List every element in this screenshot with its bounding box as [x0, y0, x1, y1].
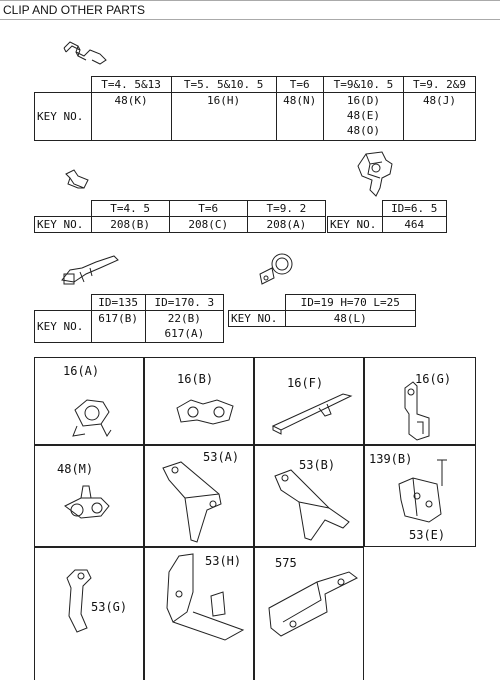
t2-value: 208(C): [169, 217, 247, 233]
bracket-53a-drawing: [157, 458, 243, 544]
part-label: 575: [275, 556, 297, 570]
t3-value: 464: [382, 217, 447, 233]
clip-illustration-2: [62, 166, 92, 194]
part-cell-48m: [34, 445, 144, 547]
t1-value: 48(K): [91, 93, 171, 141]
part-cell-16f: [254, 357, 364, 445]
part-label: 16(F): [287, 376, 324, 390]
part-cell-16g: [364, 357, 476, 445]
t2-header: T=4. 5: [91, 201, 169, 217]
t5-header: ID=19 H=70 L=25: [285, 295, 416, 311]
part-label: 48(M): [57, 462, 94, 476]
t4-value: 617(B): [91, 311, 145, 343]
t1-value: 16(H): [171, 93, 276, 141]
clip-16a-drawing: [67, 390, 117, 440]
bracket-53e-drawing: [393, 456, 457, 528]
part-label: 53(H): [205, 554, 242, 568]
table-clip-thickness: [34, 76, 476, 141]
part-label: 53(B): [299, 458, 336, 472]
table-208: [34, 200, 326, 233]
t2-key-label: KEY NO.: [35, 217, 92, 233]
t1-header: T=5. 5&10. 5: [171, 77, 276, 93]
t1-header: T=4. 5&13: [91, 77, 171, 93]
t2-value: 208(A): [247, 217, 325, 233]
table-464: [327, 200, 447, 233]
clip-16b-drawing: [173, 394, 243, 434]
part-cell-53g: [34, 547, 144, 680]
clip-16g-drawing: [399, 378, 439, 444]
t3-key-label: KEY NO.: [328, 217, 383, 233]
part-label: 16(G): [415, 372, 452, 386]
part-cell-16b: [144, 357, 254, 445]
part-label: 16(B): [177, 372, 214, 386]
page-header: [0, 0, 500, 20]
bracket-53h-drawing: [159, 552, 245, 648]
part-label: 53(A): [203, 450, 240, 464]
part-label: 53(E): [409, 528, 446, 542]
t4-header: ID=135: [91, 295, 145, 311]
t4-value: 22(B) 617(A): [145, 311, 223, 343]
clip-48m-drawing: [57, 482, 117, 532]
clip-illustration-1: [60, 36, 110, 68]
table-48l: [228, 294, 416, 327]
t1-key-label: KEY NO.: [35, 93, 92, 141]
t1-header: T=9&10. 5: [323, 77, 403, 93]
bracket-53b-drawing: [269, 466, 355, 544]
t2-value: 208(B): [91, 217, 169, 233]
part-cell-53b: [254, 445, 364, 547]
t5-value: 48(L): [285, 311, 416, 327]
part-label: 53(G): [91, 600, 128, 614]
part-cell-139b-53e: [364, 445, 476, 547]
table-617: [34, 294, 224, 343]
t1-value: 48(N): [276, 93, 323, 141]
part-cell-53h: [144, 547, 254, 680]
bracket-53g-drawing: [61, 566, 97, 636]
t2-header: T=9. 2: [247, 201, 325, 217]
t4-header: ID=170. 3: [145, 295, 223, 311]
t1-header: T=9. 2&9: [404, 77, 476, 93]
part-cell-575: [254, 547, 364, 680]
t4-key-label: KEY NO.: [35, 311, 92, 343]
clip-16f-drawing: [269, 386, 359, 434]
t1-header: T=6: [276, 77, 323, 93]
part-label: 139(B): [369, 452, 413, 466]
part-label: 16(A): [63, 364, 100, 378]
part-cell-16a: [34, 357, 144, 445]
t3-header: ID=6. 5: [382, 201, 447, 217]
t2-header: T=6: [169, 201, 247, 217]
page-title: CLIP AND OTHER PARTS: [3, 3, 146, 17]
t1-value: 48(J): [404, 93, 476, 141]
t5-key-label: KEY NO.: [229, 311, 286, 327]
bracket-575-drawing: [263, 564, 363, 640]
t1-value: 16(D) 48(E) 48(O): [323, 93, 403, 141]
part-cell-53a: [144, 445, 254, 547]
clip-illustration-617: [56, 252, 122, 290]
clamp-illustration-48l: [252, 248, 300, 290]
clip-illustration-464: [352, 150, 398, 198]
